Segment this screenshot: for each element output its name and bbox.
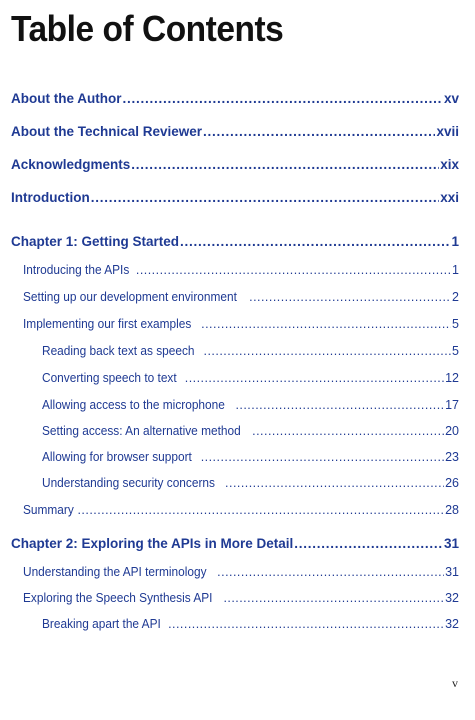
toc-entry-page: 32 [445, 591, 459, 605]
toc-entry-allowing-microphone[interactable] [42, 395, 459, 415]
dot-leader [225, 473, 444, 493]
toc-entry-security-concerns[interactable] [42, 473, 459, 493]
dot-leader [204, 341, 452, 361]
toc-entry-page: xxi [440, 190, 459, 205]
toc-entry-setting-up-environment[interactable] [23, 287, 459, 307]
dot-leader [223, 588, 444, 608]
dot-leader [217, 562, 444, 582]
dot-leader [249, 287, 451, 307]
toc-entry-label: Converting speech to text [42, 371, 177, 385]
toc-entry-introducing-the-apis[interactable] [23, 260, 459, 280]
dot-leader [201, 447, 444, 467]
toc-entry-setting-access[interactable] [42, 421, 459, 441]
toc-entry-label: Allowing for browser support [42, 450, 192, 464]
toc-entry-chapter-1[interactable] [11, 232, 459, 252]
toc-entry-label: About the Technical Reviewer [11, 124, 203, 139]
dot-leader [122, 89, 442, 109]
dot-leader [235, 395, 444, 415]
toc-entry-label: Exploring the Speech Synthesis API [23, 591, 213, 605]
toc-entry-page: xv [443, 91, 459, 106]
toc-entry-converting-speech[interactable] [42, 368, 459, 388]
toc-entry-label: Summary [23, 503, 74, 517]
toc-entry-label: About the Author [11, 91, 122, 106]
toc-entry-label: Setting access: An alternative method [42, 424, 241, 438]
toc-entry-speech-synthesis-api[interactable] [23, 588, 459, 608]
toc-entry-page: 28 [445, 503, 459, 517]
toc-entry-label: Setting up our development environment [23, 290, 237, 304]
toc-entry-label: Understanding security concerns [42, 476, 215, 490]
dot-leader [77, 500, 444, 520]
toc-entry-breaking-apart-api[interactable] [42, 614, 459, 634]
toc-entry-label: Chapter 2: Exploring the APIs in More Detail [11, 536, 294, 551]
toc-entry-label: Reading back text as speech [42, 344, 195, 358]
toc-entry-page: 32 [445, 617, 459, 631]
toc-entry-page: 17 [445, 398, 459, 412]
toc-entry-page: xix [440, 157, 459, 172]
toc-entry-label: Breaking apart the API [42, 617, 161, 631]
dot-leader [203, 122, 435, 142]
toc-entry-reading-back-text[interactable] [42, 341, 459, 361]
toc-entry-page: 12 [445, 371, 459, 385]
dot-leader [168, 614, 444, 634]
toc-entry-chapter-2[interactable] [11, 534, 459, 554]
dot-leader [201, 314, 451, 334]
dot-leader [131, 155, 439, 175]
toc-entry-browser-support[interactable] [42, 447, 459, 467]
toc-entry-page: xvii [436, 124, 459, 139]
dot-leader [185, 368, 444, 388]
page-number: v [452, 676, 458, 690]
toc-entry-page: 20 [445, 424, 459, 438]
toc-entry-page: 31 [443, 536, 459, 551]
toc-entry-label: Allowing access to the microphone [42, 398, 225, 412]
toc-entry-introduction[interactable] [11, 188, 459, 208]
toc-entry-page: 5 [452, 344, 459, 358]
page-title: Table of Contents [11, 8, 284, 49]
toc-entry-label: Introducing the APIs [23, 263, 130, 277]
toc-entry-label: Understanding the API terminology [23, 565, 207, 579]
toc-entry-page: 23 [445, 450, 459, 464]
toc-entry-page: 1 [451, 234, 459, 249]
toc-entry-page: 31 [445, 565, 459, 579]
toc-entry-acknowledgments[interactable] [11, 155, 459, 175]
toc-entry-implementing-first-examples[interactable] [23, 314, 459, 334]
toc-entry-label: Introduction [11, 190, 90, 205]
toc-entry-label: Chapter 1: Getting Started [11, 234, 180, 249]
toc-entry-about-the-author[interactable] [11, 89, 459, 109]
toc-entry-page: 2 [452, 290, 459, 304]
toc-entry-page: 5 [452, 317, 459, 331]
dot-leader [136, 260, 451, 280]
toc-entry-label: Acknowledgments [11, 157, 131, 172]
toc-entry-page: 1 [452, 263, 459, 277]
dot-leader [252, 421, 444, 441]
dot-leader [180, 232, 450, 252]
toc-entry-summary[interactable] [23, 500, 459, 520]
dot-leader [91, 188, 439, 208]
toc-entry-page: 26 [445, 476, 459, 490]
dot-leader [294, 534, 443, 554]
toc-entry-api-terminology[interactable] [23, 562, 459, 582]
toc-entry-label: Implementing our first examples [23, 317, 192, 331]
toc-entry-about-the-technical-reviewer[interactable] [11, 122, 459, 142]
